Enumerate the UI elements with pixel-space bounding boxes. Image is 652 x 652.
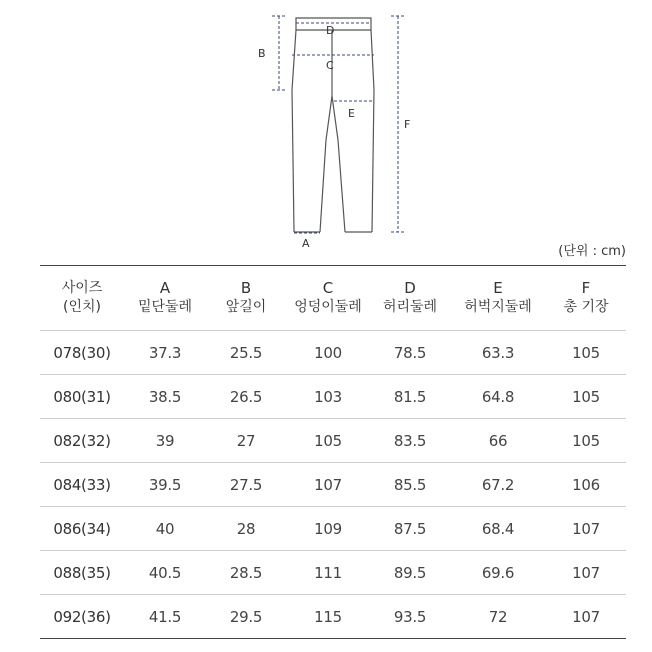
header-letter: F (581, 279, 591, 297)
size-cell: 088(35) (40, 551, 124, 595)
value-cell: 27 (206, 419, 286, 463)
header-col-b (206, 266, 286, 331)
header-letter: C (322, 279, 334, 297)
header-letter: B (240, 279, 252, 297)
size-cell: 082(32) (40, 419, 124, 463)
label-f: F (404, 118, 411, 131)
value-cell: 63.3 (450, 331, 546, 375)
table-row (40, 331, 626, 375)
value-cell: 40 (124, 507, 206, 551)
size-cell: 084(33) (40, 463, 124, 507)
header-name: 엉덩이둘레 (294, 299, 362, 315)
size-cell: 078(30) (40, 331, 124, 375)
value-cell: 64.8 (450, 375, 546, 419)
table-row (40, 507, 626, 551)
size-chart-table (40, 265, 626, 639)
size-cell: 092(36) (53, 607, 111, 626)
value-cell: 83.5 (370, 419, 450, 463)
value-cell: 25.5 (206, 331, 286, 375)
value-cell: 41.5 (148, 607, 182, 626)
header-col-f (546, 266, 626, 331)
value-cell: 87.5 (370, 507, 450, 551)
value-cell: 28.5 (206, 551, 286, 595)
value-cell: 66 (450, 419, 546, 463)
value-cell: 28 (206, 507, 286, 551)
value-cell: 105 (546, 331, 626, 375)
table-row (40, 375, 626, 419)
value-cell: 26.5 (206, 375, 286, 419)
pants-measurement-diagram (0, 0, 652, 262)
value-cell: 89.5 (370, 551, 450, 595)
table-header-row (40, 266, 626, 331)
size-cell: 080(31) (40, 375, 124, 419)
size-cell: 086(34) (40, 507, 124, 551)
value-cell: 107 (546, 551, 626, 595)
value-cell: 38.5 (124, 375, 206, 419)
header-size-label: 사이즈 (61, 280, 103, 296)
pants-outline (292, 18, 374, 232)
value-cell: 115 (314, 607, 342, 626)
header-size-unit: (인치) (63, 299, 101, 315)
value-cell: 29.5 (229, 607, 263, 626)
header-name: 밑단둘레 (137, 299, 193, 315)
value-cell: 111 (286, 551, 370, 595)
value-cell: 105 (546, 419, 626, 463)
table-row (40, 463, 626, 507)
value-cell: 27.5 (206, 463, 286, 507)
value-cell: 72 (488, 607, 508, 626)
value-cell: 107 (572, 607, 600, 626)
header-size (40, 266, 124, 331)
value-cell: 103 (286, 375, 370, 419)
table-row (40, 551, 626, 595)
value-cell: 105 (546, 375, 626, 419)
value-cell: 100 (286, 331, 370, 375)
value-cell: 68.4 (450, 507, 546, 551)
value-cell: 107 (546, 507, 626, 551)
value-cell: 39 (124, 419, 206, 463)
table-row (40, 419, 626, 463)
value-cell: 93.5 (393, 607, 427, 626)
value-cell: 69.6 (450, 551, 546, 595)
header-name: 허벅지둘레 (464, 299, 532, 315)
table-row (40, 595, 626, 639)
value-cell: 105 (286, 419, 370, 463)
header-letter: D (404, 279, 416, 297)
header-name: 앞길이 (225, 299, 267, 315)
header-letter: A (159, 279, 171, 297)
value-cell: 40.5 (124, 551, 206, 595)
value-cell: 107 (286, 463, 370, 507)
label-d: D (326, 24, 335, 37)
value-cell: 67.2 (450, 463, 546, 507)
value-cell: 39.5 (124, 463, 206, 507)
header-col-c (286, 266, 370, 331)
value-cell: 78.5 (370, 331, 450, 375)
label-c: C (326, 59, 334, 72)
value-cell: 106 (546, 463, 626, 507)
header-col-d (370, 266, 450, 331)
header-col-a (124, 266, 206, 331)
value-cell: 81.5 (370, 375, 450, 419)
label-e: E (348, 107, 355, 120)
value-cell: 109 (286, 507, 370, 551)
header-col-e (450, 266, 546, 331)
header-letter: E (493, 279, 503, 297)
label-b: B (258, 47, 266, 60)
label-a: A (302, 237, 310, 250)
unit-note: (단위 : cm) (558, 244, 626, 259)
value-cell: 85.5 (370, 463, 450, 507)
value-cell: 37.3 (124, 331, 206, 375)
header-name: 허리둘레 (382, 299, 438, 315)
header-name: 총 기장 (563, 299, 609, 315)
